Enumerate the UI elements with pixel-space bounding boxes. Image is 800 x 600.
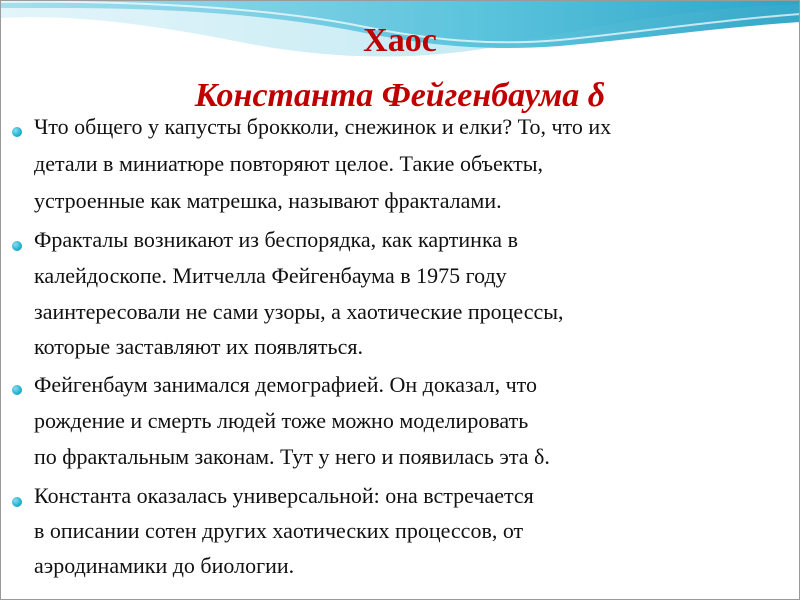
bullet-line: Что общего у капусты брокколи, снежинок и елки? То, что их	[34, 114, 612, 139]
slide-subtitle: Константа Фейгенбаума δ	[194, 77, 606, 114]
slide-title: Хаос	[363, 22, 437, 59]
bullet-line: Фейгенбаум занимался демографией. Он доказал, что	[34, 372, 537, 397]
bullet-icon	[12, 385, 22, 395]
bullet-icon	[12, 241, 22, 251]
bullet-icon	[12, 127, 22, 137]
bullet-item	[0, 228, 800, 372]
bullet-line: в описании сотен других хаотических процессов, от	[34, 518, 524, 543]
bullet-item	[0, 372, 800, 484]
bullet-list	[0, 114, 800, 594]
bullet-item	[0, 114, 800, 228]
bullet-line: по фрактальным законам. Тут у него и появилась эта δ.	[34, 444, 550, 469]
bullet-line: устроенные как матрешка, называют фракталами.	[34, 188, 502, 213]
bullet-icon	[12, 497, 22, 507]
bullet-line: детали в миниатюре повторяют целое. Такие объекты,	[34, 151, 544, 176]
bullet-line: калейдоскопе. Митчелла Фейгенбаума в 1975 году	[34, 263, 507, 288]
bullet-line: Константа оказалась универсальной: она встречается	[34, 483, 534, 508]
bullet-line: рождение и смерть людей тоже можно моделировать	[34, 408, 529, 433]
bullet-line: Фракталы возникают из беспорядка, как картинка в	[34, 227, 518, 252]
bullet-item	[0, 484, 800, 594]
bullet-line: которые заставляют их появляться.	[34, 334, 363, 359]
bullet-line: аэродинамики до биологии.	[34, 553, 295, 578]
bullet-line: заинтересовали не сами узоры, а хаотические процессы,	[34, 299, 564, 324]
